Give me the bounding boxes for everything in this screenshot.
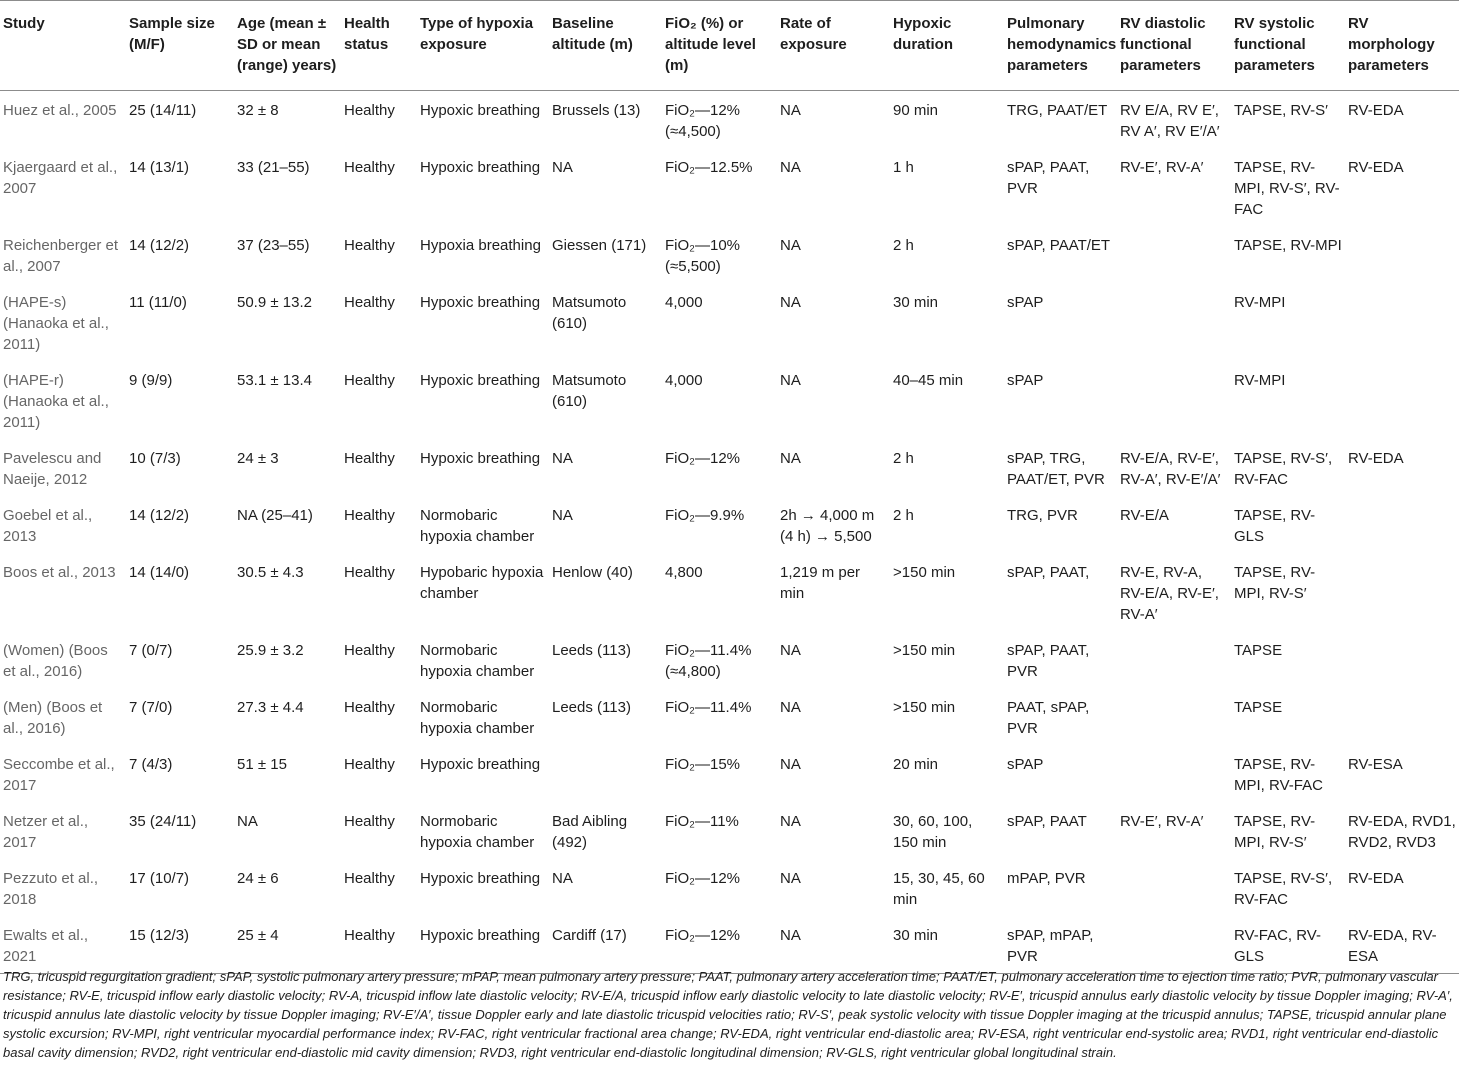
header-rv-morphology: RV morphology parameters — [1345, 1, 1459, 91]
table-cell: Healthy — [344, 237, 395, 254]
table-cell: 27.3 ± 4.4 — [237, 699, 304, 716]
table-cell: Giessen (171) — [552, 237, 647, 254]
table-cell — [1117, 859, 1231, 916]
table-row — [0, 91, 1459, 149]
table-cell: Hypoxic breathing — [420, 870, 541, 887]
table-cell: 14 (14/0) — [129, 564, 190, 581]
table-cell: 2h → 4,000 m (4 h) → 5,500 — [780, 507, 875, 545]
table-cell: sPAP — [1007, 756, 1044, 773]
header-hypoxic-duration: Hypoxic duration — [890, 1, 1004, 91]
table-cell: RV-E′, RV-A′ — [1120, 159, 1204, 176]
table-row — [0, 496, 1459, 553]
table-cell: 15 (12/3) — [126, 916, 234, 974]
table-cell: RV-MPI — [1234, 294, 1286, 311]
header-row — [0, 1, 1459, 91]
table-cell — [1345, 688, 1459, 745]
study-cell: Huez et al., 2005 — [3, 102, 117, 119]
table-cell: FiO₂—12% — [665, 870, 741, 887]
table-cell: TAPSE, RV-MPI — [1234, 237, 1342, 254]
table-cell — [1345, 283, 1459, 361]
table-cell: Normobaric hypoxia chamber — [420, 642, 535, 680]
table-cell: NA — [780, 159, 801, 176]
table-cell: sPAP, PAAT — [1007, 813, 1087, 830]
table-cell: Henlow (40) — [552, 564, 633, 581]
table-cell: FiO₂—11.4% — [665, 699, 752, 716]
table-cell: FiO₂—12% (≈4,500) — [665, 102, 741, 140]
table-cell: sPAP, PAAT/ET — [1007, 237, 1111, 254]
table-cell: RV-EDA — [1348, 102, 1404, 119]
table-cell: >150 min — [893, 564, 956, 581]
table-cell: NA — [237, 813, 258, 830]
table-cell: RV-E, RV-A, RV-E/A, RV-E′, RV-A′ — [1120, 564, 1219, 623]
table-cell — [1345, 226, 1459, 283]
table-cell: NA — [780, 756, 801, 773]
table-cell: 50.9 ± 13.2 — [237, 294, 312, 311]
study-cell: Boos et al., 2013 — [3, 564, 116, 581]
table-cell: 4,000 — [665, 294, 703, 311]
table-cell: 4,000 — [665, 372, 703, 389]
table-cell: sPAP, mPAP, PVR — [1004, 916, 1117, 974]
table-cell: FiO₂—12.5% — [665, 159, 753, 176]
table-cell: Brussels (13) — [552, 102, 641, 119]
table-cell: 25 (14/11) — [129, 102, 197, 119]
table-cell: Leeds (113) — [552, 699, 631, 716]
table-cell: Cardiff (17) — [549, 916, 662, 974]
table-row — [0, 226, 1459, 283]
study-cell: Pavelescu and Naeije, 2012 — [3, 450, 102, 488]
table-cell: TAPSE, RV-MPI, RV-S′ — [1234, 813, 1316, 851]
study-cell: (Women) (Boos et al., 2016) — [3, 642, 108, 680]
header-health-status: Health status — [341, 1, 417, 91]
table-cell: NA — [780, 102, 801, 119]
study-cell: Netzer et al., 2017 — [3, 813, 89, 851]
table-cell: 9 (9/9) — [129, 372, 173, 389]
table-row — [0, 916, 1459, 974]
table-cell: 25.9 ± 3.2 — [237, 642, 304, 659]
table-cell: RV-MPI — [1234, 372, 1286, 389]
table-cell: Hypoxic breathing — [420, 450, 541, 467]
table-cell: NA — [780, 294, 801, 311]
table-cell: 1,219 m per min — [780, 564, 861, 602]
table-cell: RV E/A, RV E′, RV A′, RV E′/A′ — [1120, 102, 1220, 140]
header-rv-systolic: RV systolic functional parameters — [1231, 1, 1345, 91]
table-cell: NA — [780, 642, 801, 659]
table-cell: FiO₂—10% (≈5,500) — [665, 237, 741, 275]
table-cell: Matsumoto (610) — [552, 372, 627, 410]
table-cell: Normobaric hypoxia chamber — [420, 813, 535, 851]
table-cell: 30.5 ± 4.3 — [237, 564, 304, 581]
table-cell: Healthy — [344, 564, 395, 581]
study-cell: Pezzuto et al., 2018 — [3, 870, 99, 908]
table-cell: NA — [780, 237, 801, 254]
table-cell: TAPSE, RV-S′, RV-FAC — [1234, 870, 1333, 908]
study-cell: (Men) (Boos et al., 2016) — [3, 699, 103, 737]
table-cell: 40–45 min — [893, 372, 964, 389]
table-cell: NA — [552, 507, 573, 524]
table-cell: sPAP — [1007, 294, 1044, 311]
table-cell: Hypobaric hypoxia chamber — [420, 564, 544, 602]
table-cell: 53.1 ± 13.4 — [237, 372, 312, 389]
header-hypoxia-type: Type of hypoxia exposure — [417, 1, 549, 91]
table-cell — [1117, 283, 1231, 361]
header-age: Age (mean ± SD or mean (range) years) — [234, 1, 341, 91]
table-cell: Hypoxic breathing — [420, 102, 541, 119]
table-cell: 2 h — [893, 507, 914, 524]
table-cell: FiO₂—11.4% (≈4,800) — [665, 642, 752, 680]
table-cell: TAPSE, RV-MPI, RV-S′, RV-FAC — [1234, 159, 1340, 218]
header-pulmonary-hemodynamics: Pulmonary hemodynamics parameters — [1004, 1, 1117, 91]
study-cell: Seccombe et al., 2017 — [3, 756, 115, 794]
header-rate-of-exposure: Rate of exposure — [777, 1, 890, 91]
table-cell: NA — [780, 450, 801, 467]
table-cell — [549, 745, 662, 802]
table-cell: RV-E/A — [1120, 507, 1169, 524]
table-cell: 7 (0/7) — [129, 642, 173, 659]
table-cell: 51 ± 15 — [237, 756, 287, 773]
table-cell: Hypoxic breathing — [420, 372, 541, 389]
table-cell: 10 (7/3) — [129, 450, 181, 467]
table-cell: Hypoxic breathing — [417, 916, 549, 974]
table-cell: TAPSE, RV-GLS — [1234, 507, 1316, 545]
table-cell: sPAP, PAAT, PVR — [1007, 642, 1090, 680]
table-cell: NA — [552, 450, 573, 467]
table-cell — [1345, 631, 1459, 688]
table-cell: Normobaric hypoxia chamber — [420, 699, 535, 737]
table-row — [0, 283, 1459, 361]
table-cell: RV-FAC, RV-GLS — [1231, 916, 1345, 974]
table-cell: TRG, PVR — [1007, 507, 1078, 524]
table-cell: Healthy — [344, 870, 395, 887]
table-cell: 7 (4/3) — [129, 756, 173, 773]
table-row — [0, 439, 1459, 496]
table-cell: FiO₂—9.9% — [665, 507, 745, 524]
table-cell: 15, 30, 45, 60 min — [893, 870, 985, 908]
header-study: Study — [0, 1, 126, 91]
table-footnote: TRG, tricuspid regurgitation gradient; sPAP, systolic pulmonary artery pressure; mPAP, mean pulmonary artery pressure; PAAT, pulmonary artery acceleration time; PAAT/ET, pulmonary acceleration time to ejection time ratio; PVR, pulmonary vascular resistance; RV-E, tricuspid inflow early diastolic velocity; RV-A, tricuspid inflow late diastolic velocity; RV-E/A, tricuspid inflow early diastolic velocity to late diastolic velocity; RV-E′, tricuspid annulus early diastolic velocity by tissue Doppler imaging; RV-A′, tricuspid annulus late diastolic velocity by tissue Doppler imaging; RV-E′/A′, tissue Doppler early and late diastolic tricuspid velocities ratio; RV-S′, peak systolic velocity with tissue Doppler imaging at the tricuspid annulus; TAPSE, tricuspid annular plane systolic excursion; RV-MPI, right ventricular myocardial performance index; RV-FAC, right ventricular fractional area change; RV-EDA, right ventricular end-diastolic area; RV-ESA, right ventricular end-systolic area; RVD1, right ventricular end-diastolic basal cavity dimension; RVD2, right ventricular end-diastolic mid cavity dimension; RVD3, right ventricular end-diastolic longitudinal dimension; RV-GLS, right ventricular global longitudinal strain. — [3, 969, 1453, 1060]
table-cell: 30 min — [893, 294, 939, 311]
table-cell: 90 min — [893, 102, 939, 119]
header-baseline-altitude: Baseline altitude (m) — [549, 1, 662, 91]
table-row — [0, 148, 1459, 226]
table-cell: Hypoxic breathing — [420, 294, 541, 311]
header-fio2: FiO₂ (%) or altitude level (m) — [662, 1, 777, 91]
table-cell: >150 min — [893, 642, 956, 659]
table-cell: RV-ESA — [1348, 756, 1403, 773]
study-cell: Reichenberger et al., 2007 — [3, 237, 119, 275]
table-cell: NA — [780, 699, 801, 716]
table-cell: Healthy — [344, 813, 395, 830]
table-cell — [1345, 361, 1459, 439]
table-cell: Healthy — [341, 916, 417, 974]
table-cell: mPAP, PVR — [1007, 870, 1086, 887]
table-cell: FiO₂—12% — [665, 450, 741, 467]
table-cell: RV-EDA — [1348, 159, 1404, 176]
table-cell: Healthy — [344, 756, 395, 773]
table-cell — [1117, 361, 1231, 439]
table-cell: NA — [780, 372, 801, 389]
table-cell: RV-EDA, RVD1, RVD2, RVD3 — [1348, 813, 1456, 851]
table-cell: NA — [777, 916, 890, 974]
table-cell: Leeds (113) — [552, 642, 631, 659]
table-cell: NA — [552, 870, 573, 887]
table-cell: 37 (23–55) — [237, 237, 310, 254]
table-cell: RV-E/A, RV-E′, RV-A′, RV-E′/A′ — [1120, 450, 1221, 488]
table-cell: PAAT, sPAP, PVR — [1007, 699, 1090, 737]
table-cell: Hypoxia breathing — [420, 237, 541, 254]
table-cell: sPAP, PAAT, — [1007, 564, 1090, 581]
table-cell: sPAP, TRG, PAAT/ET, PVR — [1007, 450, 1105, 488]
table-cell: FiO₂—15% — [665, 756, 741, 773]
table-cell: TAPSE, RV-S′, RV-FAC — [1234, 450, 1333, 488]
table-row — [0, 745, 1459, 802]
table-cell: 20 min — [893, 756, 939, 773]
study-cell: (HAPE-s) (Hanaoka et al., 2011) — [3, 294, 109, 353]
table-cell: Normobaric hypoxia chamber — [420, 507, 535, 545]
table-body — [0, 91, 1459, 974]
table-cell: TRG, PAAT/ET — [1007, 102, 1108, 119]
table-cell: RV-EDA, RV-ESA — [1345, 916, 1459, 974]
table-cell: Healthy — [344, 642, 395, 659]
table-cell: Healthy — [344, 159, 395, 176]
table-cell: 1 h — [893, 159, 914, 176]
table-cell: 33 (21–55) — [237, 159, 310, 176]
study-cell: Ewalts et al., 2021 — [0, 916, 126, 974]
table-cell: Healthy — [344, 450, 395, 467]
table-cell: Healthy — [344, 372, 395, 389]
table-cell: 14 (12/2) — [129, 237, 190, 254]
table-cell: TAPSE, RV-MPI, RV-FAC — [1234, 756, 1323, 794]
header-rv-diastolic: RV diastolic functional parameters — [1117, 1, 1231, 91]
table-cell: Healthy — [344, 102, 395, 119]
table-cell: Healthy — [344, 699, 395, 716]
table-cell — [1117, 631, 1231, 688]
table-cell: 25 ± 4 — [234, 916, 341, 974]
table-cell: 24 ± 6 — [237, 870, 279, 887]
table-cell: sPAP — [1007, 372, 1044, 389]
table-cell: NA — [552, 159, 573, 176]
table-cell — [1117, 916, 1231, 974]
table-cell: TAPSE, RV-S′ — [1234, 102, 1328, 119]
table-cell: 14 (12/2) — [129, 507, 190, 524]
table-cell: 24 ± 3 — [237, 450, 279, 467]
table-cell: 30 min — [890, 916, 1004, 974]
table-row — [0, 859, 1459, 916]
table-cell: 30, 60, 100, 150 min — [893, 813, 973, 851]
table-cell: 2 h — [893, 237, 914, 254]
table-cell: Hypoxic breathing — [420, 756, 541, 773]
table-cell: 11 (11/0) — [129, 294, 187, 311]
table-cell: Healthy — [344, 507, 395, 524]
table-row — [0, 631, 1459, 688]
table-cell: 35 (24/11) — [129, 813, 197, 830]
table-cell: FiO₂—11% — [665, 813, 739, 830]
table-cell: NA — [780, 813, 801, 830]
table-cell: NA — [780, 870, 801, 887]
study-cell: Goebel et al., 2013 — [3, 507, 93, 545]
table-cell: TAPSE — [1234, 642, 1283, 659]
table-cell: TAPSE — [1234, 699, 1283, 716]
table-cell — [1345, 496, 1459, 553]
table-row — [0, 688, 1459, 745]
table-cell — [1117, 745, 1231, 802]
table-cell: 14 (13/1) — [129, 159, 190, 176]
header-sample-size: Sample size (M/F) — [126, 1, 234, 91]
table-cell: RV-EDA — [1348, 870, 1404, 887]
table-cell: 32 ± 8 — [237, 102, 279, 119]
table-cell: RV-EDA — [1348, 450, 1404, 467]
table-cell — [1345, 553, 1459, 631]
table-cell: 17 (10/7) — [129, 870, 190, 887]
table-cell: Hypoxic breathing — [420, 159, 541, 176]
table-cell: Bad Aibling (492) — [552, 813, 628, 851]
table-cell: sPAP, PAAT, PVR — [1007, 159, 1090, 197]
table-cell: 4,800 — [665, 564, 703, 581]
table-cell: 2 h — [893, 450, 914, 467]
table-cell: 7 (7/0) — [129, 699, 173, 716]
table-cell: Healthy — [344, 294, 395, 311]
table-row — [0, 553, 1459, 631]
table-cell — [1117, 226, 1231, 283]
table-cell: TAPSE, RV-MPI, RV-S′ — [1234, 564, 1316, 602]
table-cell: NA (25–41) — [237, 507, 313, 524]
table-cell: >150 min — [893, 699, 956, 716]
table-cell: Matsumoto (610) — [552, 294, 627, 332]
study-cell: (HAPE-r) (Hanaoka et al., 2011) — [3, 372, 109, 431]
table-cell: RV-E′, RV-A′ — [1120, 813, 1204, 830]
table-cell: FiO₂—12% — [662, 916, 777, 974]
table-cell — [1117, 688, 1231, 745]
table-row — [0, 802, 1459, 859]
study-cell: Kjaergaard et al., 2007 — [3, 159, 118, 197]
table-row — [0, 361, 1459, 439]
